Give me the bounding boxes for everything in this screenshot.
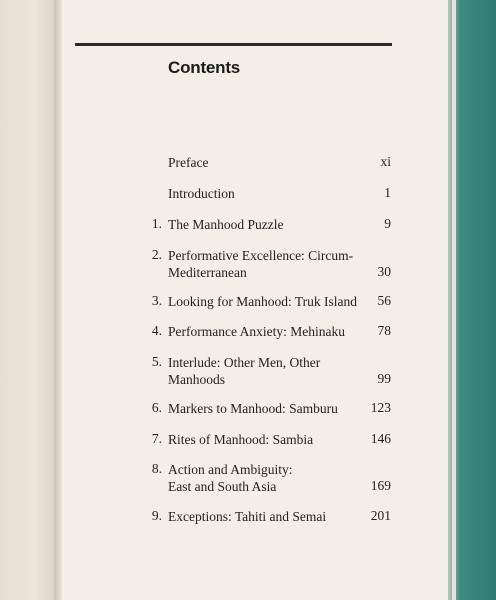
chapter-number: 3.	[151, 293, 162, 308]
chapter-number: 6.	[151, 400, 162, 415]
page-number: 201	[370, 508, 391, 523]
page-title: Contents	[168, 58, 241, 77]
page-number: 169	[370, 478, 391, 493]
chapter-title: Action and Ambiguity: East and South Asia	[168, 462, 293, 494]
page-number: 1	[384, 185, 391, 200]
chapter-number: 4.	[151, 323, 162, 338]
page-number: 56	[377, 293, 391, 308]
page-number: 99	[377, 371, 391, 386]
chapter-title: Preface	[168, 155, 209, 170]
page-number: 123	[370, 400, 391, 415]
page-number: 146	[370, 431, 391, 446]
chapter-title: Markers to Manhood: Samburu	[168, 401, 338, 416]
chapter-title: Exceptions: Tahiti and Semai	[168, 509, 327, 524]
chapter-number: 7.	[151, 431, 162, 446]
chapter-title: Rites of Manhood: Sambia	[168, 432, 314, 447]
chapter-number: 2.	[151, 247, 162, 262]
page-number: 30	[377, 264, 391, 279]
chapter-number: 9.	[151, 508, 162, 523]
chapter-title: Performative Excellence: Circum- Mediterranean	[168, 248, 354, 280]
chapter-title: Looking for Manhood: Truk Island	[168, 294, 357, 309]
page-number: 78	[377, 323, 391, 338]
chapter-title: Introduction	[168, 186, 235, 201]
chapter-title: Interlude: Other Men, Other Manhoods	[168, 355, 321, 387]
chapter-title: Performance Anxiety: Mehinaku	[168, 324, 345, 339]
chapter-number: 8.	[151, 461, 162, 476]
chapter-number: 1.	[151, 216, 162, 231]
page-number: xi	[380, 154, 391, 169]
chapter-title: The Manhood Puzzle	[168, 217, 284, 232]
page-number: 9	[384, 216, 391, 231]
chapter-number: 5.	[151, 354, 162, 369]
